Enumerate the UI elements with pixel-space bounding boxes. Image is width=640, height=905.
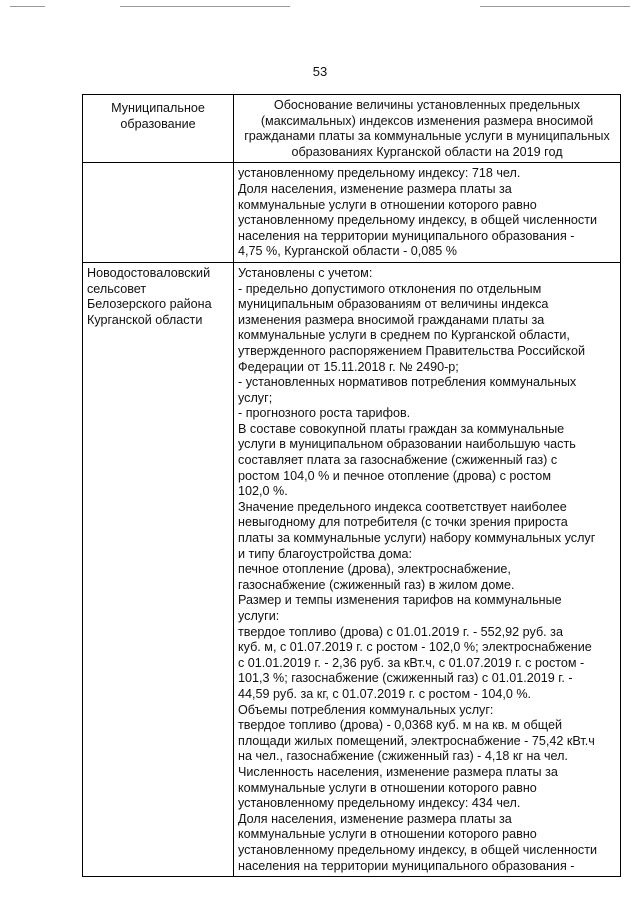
text-line: невыгодному для потребителя (с точки зрения прироста xyxy=(238,515,568,530)
text-line: с 01.01.2019 г. - 2,36 руб. за кВт.ч, с 01.07.2019 г. с ростом - xyxy=(238,655,585,670)
text-line: Объемы потребления коммунальных услуг: xyxy=(238,702,494,717)
scan-edge-left xyxy=(10,6,45,7)
justification-text-cell xyxy=(234,262,621,876)
header-col2-line: образованиях Курганской области на 2019 год xyxy=(291,144,563,159)
text-line: коммунальные услуги в отношении которого равно xyxy=(238,827,537,842)
text-line: ростом 104,0 % и печное отопление (дрова) с ростом xyxy=(238,468,551,483)
municipality-line: Белозерского района xyxy=(87,297,212,312)
page-number: 53 xyxy=(312,64,328,79)
text-line: населения на территории муниципального образования - xyxy=(238,228,575,243)
text-line: твердое топливо (дрова) с 01.01.2019 г. - 552,92 руб. за xyxy=(238,624,563,639)
continuation-municipality-cell xyxy=(83,163,234,263)
text-line: на чел., газоснабжение (сжиженный газ) - 4,18 кг на чел. xyxy=(238,749,568,764)
text-line: утвержденного распоряжением Правительства Российской xyxy=(238,343,586,358)
header-justification-cell xyxy=(234,95,621,163)
scan-edge-mid xyxy=(120,6,290,7)
header-municipality-cell xyxy=(83,95,234,163)
text-line: изменения размера вносимой гражданами платы за xyxy=(238,312,545,327)
text-line: установленному предельному индексу: 718 чел. xyxy=(238,166,521,181)
municipality-line: Новодостоваловский xyxy=(87,265,211,280)
header-col1-line: Муниципальное xyxy=(111,101,205,115)
text-line: 4,75 %, Курганской области - 0,085 % xyxy=(238,244,457,259)
text-line: коммунальные услуги в отношении которого равно xyxy=(238,780,537,795)
text-line: и типу благоустройства дома: xyxy=(238,546,413,561)
text-line: Федерации от 15.11.2018 г. № 2490-р; xyxy=(238,359,459,374)
municipality-cell xyxy=(83,262,234,876)
text-line: Значение предельного индекса соответствует наиболее xyxy=(238,499,567,514)
continuation-text-cell xyxy=(234,163,621,263)
text-line: - прогнозного роста тарифов. xyxy=(238,406,411,421)
text-line: услуг; xyxy=(238,390,273,405)
text-line: куб. м, с 01.07.2019 г. с ростом - 102,0 %; электроснабжение xyxy=(238,640,592,655)
text-line: Размер и темпы изменения тарифов на коммунальные xyxy=(238,593,562,608)
text-line: населения на территории муниципального образования - xyxy=(238,858,575,873)
municipality-line: Курганской области xyxy=(87,312,203,327)
text-line: 44,59 руб. за кг, с 01.07.2019 г. с ростом - 104,0 %. xyxy=(238,686,532,701)
text-line: установленному предельному индексу: 434 чел. xyxy=(238,796,521,811)
text-line: коммунальные услуги в отношении которого равно xyxy=(238,197,537,212)
text-line: Доля населения, изменение размера платы за xyxy=(238,181,512,196)
header-col2-line: гражданами платы за коммунальные услуги в муниципальных xyxy=(244,129,610,144)
text-line: 101,3 %; газоснабжение (сжиженный газ) с 01.01.2019 г. - xyxy=(238,671,573,686)
table-header-row xyxy=(83,95,621,163)
header-col1-line: образование xyxy=(120,116,196,131)
municipality-line: сельсовет xyxy=(87,281,147,296)
text-line: - установленных нормативов потребления коммунальных xyxy=(238,375,577,390)
text-line: услуги: xyxy=(238,609,280,623)
text-line: площади жилых помещений, электроснабжение - 75,42 кВт.ч xyxy=(238,733,595,748)
text-line: муниципальным образованиям от величины индекса xyxy=(238,297,549,312)
text-line: Доля населения, изменение размера платы за xyxy=(238,811,512,826)
text-line: услуги в муниципальном образовании наибольшую часть xyxy=(238,437,576,452)
text-line: коммунальные услуги в среднем по Курганской области, xyxy=(238,328,570,343)
scan-edge-right xyxy=(480,6,630,7)
text-line: твердое топливо (дрова) - 0,0368 куб. м на кв. м общей xyxy=(238,718,563,733)
table-row xyxy=(83,163,621,263)
text-line: печное отопление (дрова), электроснабжение, xyxy=(238,562,511,577)
tariff-table xyxy=(82,94,621,877)
text-line: платы за коммунальные услуги) набору коммунальных услуг xyxy=(238,531,596,546)
text-line: газоснабжение (сжиженный газ) в жилом доме. xyxy=(238,577,515,592)
text-line: установленному предельному индексу, в общей численности xyxy=(238,842,598,857)
text-line: В составе совокупной платы граждан за коммунальные xyxy=(238,421,565,436)
text-line: 102,0 %. xyxy=(238,484,288,499)
table-row xyxy=(83,262,621,876)
text-line: установленному предельному индексу, в общей численности xyxy=(238,213,598,228)
text-line: - предельно допустимого отклонения по отдельным xyxy=(238,281,542,296)
header-col2-line: (максимальных) индексов изменения размера вносимой xyxy=(260,113,594,128)
header-col2-line: Обоснование величины установленных предельных xyxy=(273,98,581,112)
text-line: Установлены с учетом: xyxy=(238,265,373,280)
text-line: Численность населения, изменение размера платы за xyxy=(238,764,558,779)
text-line: составляет плата за газоснабжение (сжиженный газ) с xyxy=(238,453,558,468)
